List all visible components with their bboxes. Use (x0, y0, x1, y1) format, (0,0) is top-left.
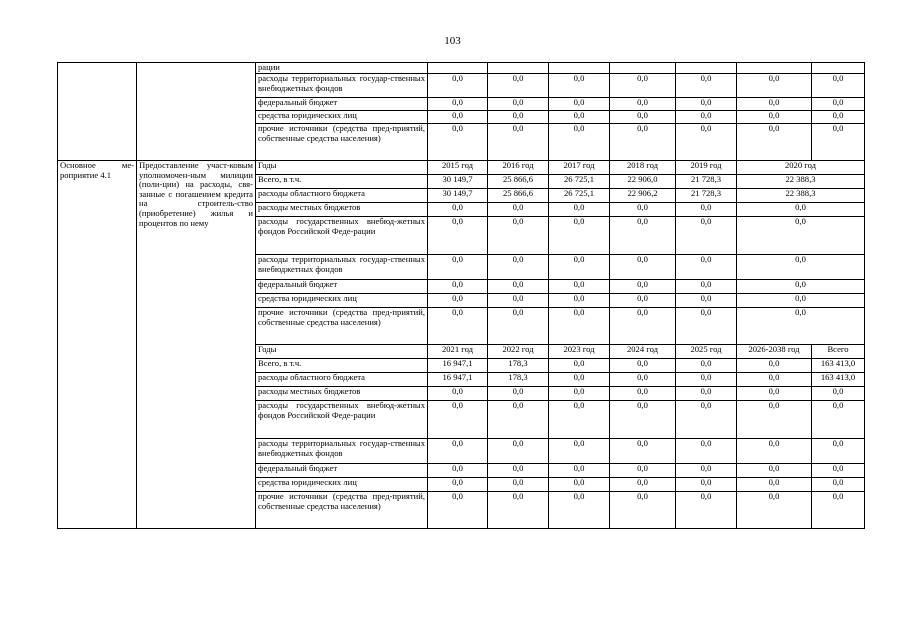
value-cell: 0,0 (676, 203, 737, 217)
value-cell: 16 947,1 (428, 373, 488, 387)
value-cell: 0,0 (676, 280, 737, 294)
row-label: федеральный бюджет (256, 280, 428, 294)
year-header: 2015 год (428, 161, 488, 175)
value-cell: 0,0 (549, 464, 610, 478)
value-cell: 0,0 (488, 387, 549, 401)
value-cell: 0,0 (488, 439, 549, 464)
years-header-row (58, 161, 865, 175)
value-cell: 0,0 (812, 387, 865, 401)
value-cell: 0,0 (549, 294, 610, 308)
value-cell: 0,0 (676, 111, 737, 124)
value-cell: 0,0 (812, 111, 865, 124)
value-cell: 0,0 (428, 74, 488, 98)
value-cell: 0,0 (549, 478, 610, 492)
value-cell: 0,0 (737, 439, 812, 464)
year-header: 2021 год (428, 345, 488, 359)
value-cell: 0,0 (676, 373, 737, 387)
value-cell: 0,0 (610, 74, 676, 98)
value-cell: 26 725,1 (549, 175, 610, 189)
row-label: расходы государственных внебюд-жетных фондов Российской Феде-рации (256, 401, 428, 439)
value-cell: 0,0 (610, 308, 676, 345)
value-cell: 0,0 (610, 492, 676, 529)
row-label: средства юридических лиц (256, 478, 428, 492)
value-cell: 0,0 (737, 308, 865, 345)
value-cell: 22 906,0 (610, 175, 676, 189)
value-cell: 0,0 (676, 217, 737, 255)
value-cell: 0,0 (812, 439, 865, 464)
funding-table (57, 62, 865, 529)
value-cell (549, 63, 610, 74)
row-label: прочие источники (средства пред-приятий, собственные средства населения) (256, 308, 428, 345)
year-header: Всего (812, 345, 865, 359)
value-cell: 0,0 (610, 373, 676, 387)
value-cell: 0,0 (549, 280, 610, 294)
value-cell: 0,0 (812, 74, 865, 98)
value-cell: 0,0 (428, 294, 488, 308)
value-cell: 0,0 (488, 203, 549, 217)
value-cell: 0,0 (488, 124, 549, 161)
value-cell: 0,0 (549, 203, 610, 217)
table-row (58, 63, 865, 74)
value-cell: 0,0 (610, 280, 676, 294)
value-cell: 25 866,6 (488, 189, 549, 203)
row-label: расходы местных бюджетов (256, 203, 428, 217)
value-cell: 0,0 (488, 111, 549, 124)
row-label: федеральный бюджет (256, 98, 428, 111)
value-cell: 0,0 (676, 439, 737, 464)
value-cell (737, 63, 812, 74)
value-cell: 0,0 (549, 255, 610, 280)
value-cell: 0,0 (549, 74, 610, 98)
row-label: расходы областного бюджета (256, 373, 428, 387)
years-label: Годы (256, 161, 428, 175)
row-label: средства юридических лиц (256, 294, 428, 308)
year-header: 2026-2038 год (737, 345, 812, 359)
value-cell: 0,0 (488, 74, 549, 98)
value-cell: 0,0 (488, 478, 549, 492)
value-cell: 163 413,0 (812, 359, 865, 373)
page-number: 103 (444, 35, 461, 47)
value-cell: 0,0 (676, 98, 737, 111)
value-cell: 0,0 (610, 401, 676, 439)
value-cell: 0,0 (676, 294, 737, 308)
value-cell: 0,0 (737, 74, 812, 98)
value-cell: 0,0 (676, 255, 737, 280)
row-label: прочие источники (средства пред-приятий, собственные средства населения) (256, 124, 428, 161)
value-cell: 0,0 (737, 124, 812, 161)
value-cell: 0,0 (737, 255, 865, 280)
value-cell: 0,0 (428, 439, 488, 464)
row-label: Всего, в т.ч. (256, 359, 428, 373)
value-cell: 25 866,6 (488, 175, 549, 189)
row-label: расходы государственных внебюд-жетных фондов Российской Феде-рации (256, 217, 428, 255)
row-label: расходы областного бюджета (256, 189, 428, 203)
value-cell: 0,0 (812, 401, 865, 439)
year-header: 2016 год (488, 161, 549, 175)
value-cell: 21 728,3 (676, 189, 737, 203)
value-cell: 0,0 (676, 401, 737, 439)
value-cell: 0,0 (549, 387, 610, 401)
value-cell: 0,0 (488, 492, 549, 529)
years-label: Годы (256, 345, 428, 359)
year-header: 2023 год (549, 345, 610, 359)
value-cell: 26 725,1 (549, 189, 610, 203)
row-label: федеральный бюджет (256, 464, 428, 478)
value-cell: 0,0 (549, 111, 610, 124)
value-cell: 0,0 (488, 294, 549, 308)
value-cell: 0,0 (610, 464, 676, 478)
value-cell: 0,0 (737, 217, 865, 255)
value-cell: 0,0 (676, 478, 737, 492)
value-cell: 0,0 (737, 294, 865, 308)
value-cell: 0,0 (549, 492, 610, 529)
value-cell: 22 906,2 (610, 189, 676, 203)
value-cell: 0,0 (737, 492, 812, 529)
value-cell: 0,0 (737, 280, 865, 294)
value-cell: 21 728,3 (676, 175, 737, 189)
value-cell: 0,0 (428, 478, 488, 492)
description-cell-continued (137, 63, 256, 161)
value-cell: 0,0 (676, 74, 737, 98)
value-cell: 0,0 (488, 464, 549, 478)
value-cell: 0,0 (610, 439, 676, 464)
value-cell: 0,0 (610, 98, 676, 111)
value-cell: 178,3 (488, 359, 549, 373)
value-cell: 0,0 (488, 217, 549, 255)
row-label: Всего, в т.ч. (256, 175, 428, 189)
value-cell: 0,0 (676, 359, 737, 373)
value-cell: 0,0 (428, 280, 488, 294)
value-cell (428, 63, 488, 74)
value-cell: 0,0 (428, 98, 488, 111)
value-cell (676, 63, 737, 74)
value-cell: 0,0 (549, 373, 610, 387)
value-cell: 0,0 (610, 203, 676, 217)
value-cell: 0,0 (676, 308, 737, 345)
value-cell: 0,0 (812, 98, 865, 111)
value-cell: 0,0 (428, 401, 488, 439)
value-cell: 0,0 (549, 401, 610, 439)
value-cell: 0,0 (610, 255, 676, 280)
value-cell: 0,0 (812, 464, 865, 478)
row-label: рации (256, 63, 428, 74)
value-cell: 0,0 (737, 203, 865, 217)
year-header: 2025 год (676, 345, 737, 359)
value-cell: 0,0 (610, 294, 676, 308)
row-label: расходы местных бюджетов (256, 387, 428, 401)
row-label: расходы территориальных государ-ственных внебюджетных фондов (256, 255, 428, 280)
value-cell: 0,0 (488, 98, 549, 111)
value-cell: 0,0 (488, 280, 549, 294)
value-cell: 0,0 (610, 478, 676, 492)
year-header: 2018 год (610, 161, 676, 175)
value-cell: 0,0 (549, 98, 610, 111)
value-cell (812, 63, 865, 74)
measure-description: Предоставление участ-ковым уполномочен-ным милиции (поли-ции) на расходы, свя-занные с погашением кредита на строитель-ство (приобретение) жилья и процентов по нему (137, 161, 256, 529)
value-cell: 0,0 (549, 217, 610, 255)
row-label: средства юридических лиц (256, 111, 428, 124)
year-header: 2019 год (676, 161, 737, 175)
value-cell: 0,0 (610, 124, 676, 161)
value-cell: 0,0 (737, 359, 812, 373)
value-cell: 22 388,3 (737, 175, 865, 189)
value-cell: 0,0 (428, 203, 488, 217)
value-cell: 0,0 (676, 124, 737, 161)
value-cell: 178,3 (488, 373, 549, 387)
value-cell: 0,0 (676, 464, 737, 478)
value-cell: 0,0 (737, 98, 812, 111)
row-label: расходы территориальных государ-ственных внебюджетных фондов (256, 439, 428, 464)
value-cell: 16 947,1 (428, 359, 488, 373)
value-cell: 0,0 (549, 359, 610, 373)
value-cell: 0,0 (428, 217, 488, 255)
value-cell: 0,0 (549, 439, 610, 464)
measure-cell-continued (58, 63, 137, 161)
value-cell: 0,0 (737, 401, 812, 439)
measure-name: Основное ме-роприятие 4.1 (58, 161, 137, 529)
value-cell: 0,0 (428, 387, 488, 401)
value-cell: 0,0 (812, 492, 865, 529)
value-cell: 0,0 (812, 478, 865, 492)
value-cell: 0,0 (812, 124, 865, 161)
value-cell: 0,0 (737, 464, 812, 478)
value-cell: 0,0 (676, 492, 737, 529)
year-header: 2020 год (737, 161, 865, 175)
value-cell: 0,0 (428, 124, 488, 161)
value-cell: 0,0 (610, 217, 676, 255)
value-cell: 0,0 (676, 387, 737, 401)
year-header: 2017 год (549, 161, 610, 175)
value-cell (610, 63, 676, 74)
funding-table-body (58, 63, 865, 529)
year-header: 2022 год (488, 345, 549, 359)
value-cell: 22 388,3 (737, 189, 865, 203)
value-cell: 30 149,7 (428, 189, 488, 203)
value-cell: 163 413,0 (812, 373, 865, 387)
year-header: 2024 год (610, 345, 676, 359)
value-cell: 0,0 (428, 308, 488, 345)
value-cell: 0,0 (428, 111, 488, 124)
value-cell: 0,0 (428, 255, 488, 280)
value-cell: 0,0 (737, 478, 812, 492)
value-cell: 0,0 (737, 387, 812, 401)
value-cell: 0,0 (428, 464, 488, 478)
value-cell: 0,0 (549, 124, 610, 161)
value-cell: 0,0 (610, 359, 676, 373)
row-label: прочие источники (средства пред-приятий, собственные средства населения) (256, 492, 428, 529)
value-cell: 0,0 (549, 308, 610, 345)
value-cell: 0,0 (428, 492, 488, 529)
value-cell (488, 63, 549, 74)
value-cell: 0,0 (610, 111, 676, 124)
value-cell: 30 149,7 (428, 175, 488, 189)
value-cell: 0,0 (610, 387, 676, 401)
value-cell: 0,0 (737, 111, 812, 124)
row-label: расходы территориальных государ-ственных внебюджетных фондов (256, 74, 428, 98)
value-cell: 0,0 (488, 401, 549, 439)
value-cell: 0,0 (737, 373, 812, 387)
value-cell: 0,0 (488, 308, 549, 345)
value-cell: 0,0 (488, 255, 549, 280)
